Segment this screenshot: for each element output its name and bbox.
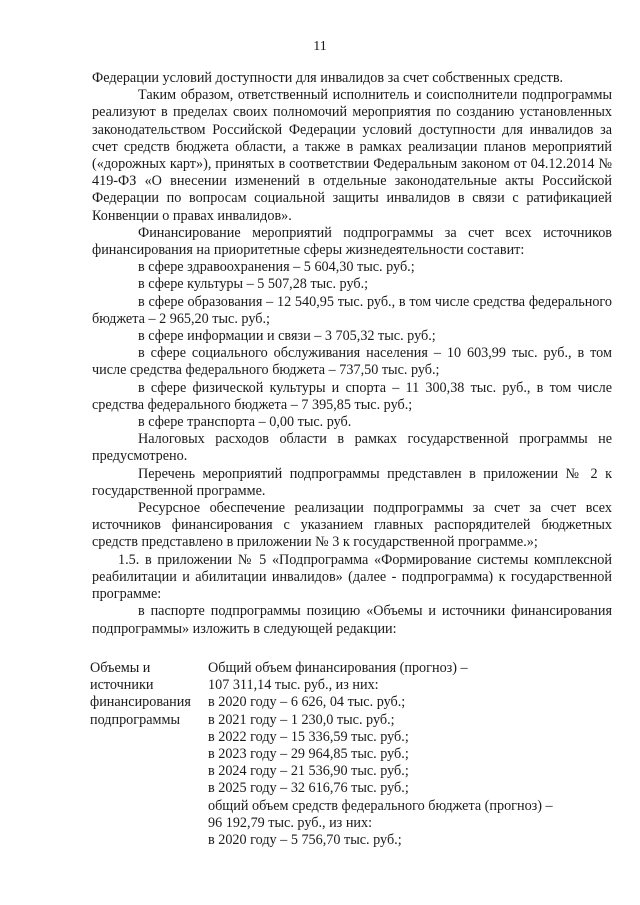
paragraph: 1.5. в приложении № 5 «Подпрограмма «Формирование системы комплексной реабилитации и абилитации инвалидов» (далее - подпрограмма) к государственной программе: (92, 551, 612, 603)
paragraph: в сфере информации и связи – 3 705,32 тыс. руб.; (138, 328, 436, 345)
table-line: в 2022 году – 15 336,59 тыс. руб.; (208, 728, 409, 745)
table-line: в 2023 году – 29 964,85 тыс. руб.; (208, 746, 409, 763)
table-line: Общий объем финансирования (прогноз) – (208, 660, 468, 676)
paragraph: в сфере транспорта – 0,00 тыс. руб. (138, 414, 352, 431)
paragraph: в сфере физической культуры и спорта – 11 300,38 тыс. руб., в том числе средства федерального бюджета – 7 395,85 тыс. руб.; (92, 379, 612, 413)
page-number: 11 (313, 39, 327, 54)
table-line: общий объем средств федерального бюджета (прогноз) – (208, 797, 553, 814)
paragraph: в сфере социального обслуживания населения – 10 603,99 тыс. руб., в том числе средства федерального бюджета – 737,50 тыс. руб.; (92, 345, 612, 379)
table-line: 107 311,14 тыс. руб., из них: (208, 677, 379, 694)
table-line: в 2020 году – 5 756,70 тыс. руб.; (208, 832, 402, 849)
table-label-cell: Объемы и источники финансирования подпрограммы (90, 660, 191, 728)
paragraph: в сфере образования – 12 540,95 тыс. руб., в том числе средства федерального бюджета – 2 965,20 тыс. руб.; (92, 293, 612, 327)
document-body (92, 70, 612, 638)
paragraph: Федерации условий доступности для инвалидов за счет собственных средств. (92, 70, 564, 86)
paragraph: Таким образом, ответственный исполнитель и соисполнители подпрограммы реализуют в пределах своих полномочий мероприятия по созданию установленных законодательством Российской Федерации условий доступности для инвалидов за счет средств бюджета области, а также в рамках реализации планов мероприятий («дорожных карт»), принятых в соответствии Федеральным законом от 04.12.2014 № 419-ФЗ «О внесении изменений в отдельные законодательные акты Российской Федерации по вопросам социальной защиты инвалидов в связи с ратификацией Конвенции о правах инвалидов». (92, 87, 612, 224)
table-value-cell (208, 660, 614, 849)
paragraph: в паспорте подпрограммы позицию «Объемы и источники финансирования подпрограммы» изложить в следующей редакции: (92, 603, 612, 637)
table-line: в 2020 году – 6 626, 04 тыс. руб.; (208, 694, 406, 711)
paragraph: Ресурсное обеспечение реализации подпрограммы за счет за счет всех источников финансирования с указанием главных распорядителей бюджетных средств представлено в приложении № 3 к государственной программе.»; (92, 500, 612, 551)
paragraph: в сфере культуры – 5 507,28 тыс. руб.; (138, 276, 369, 293)
table-line: в 2021 году – 1 230,0 тыс. руб.; (208, 711, 395, 728)
paragraph: Налоговых расходов области в рамках государственной программы не предусмотрено. (92, 431, 612, 465)
paragraph: Перечень мероприятий подпрограммы представлен в приложении № 2 к государственной программе. (92, 465, 612, 499)
table-line: в 2024 году – 21 536,90 тыс. руб.; (208, 763, 409, 780)
passport-table (90, 660, 614, 849)
paragraph: Финансирование мероприятий подпрограммы за счет всех источников финансирования на приоритетные сферы жизнедеятельности составит: (92, 224, 612, 259)
table-line: 96 192,79 тыс. руб., из них: (208, 814, 373, 831)
table-line: в 2025 году – 32 616,76 тыс. руб.; (208, 780, 409, 797)
paragraph: в сфере здравоохранения – 5 604,30 тыс. руб.; (138, 259, 415, 276)
